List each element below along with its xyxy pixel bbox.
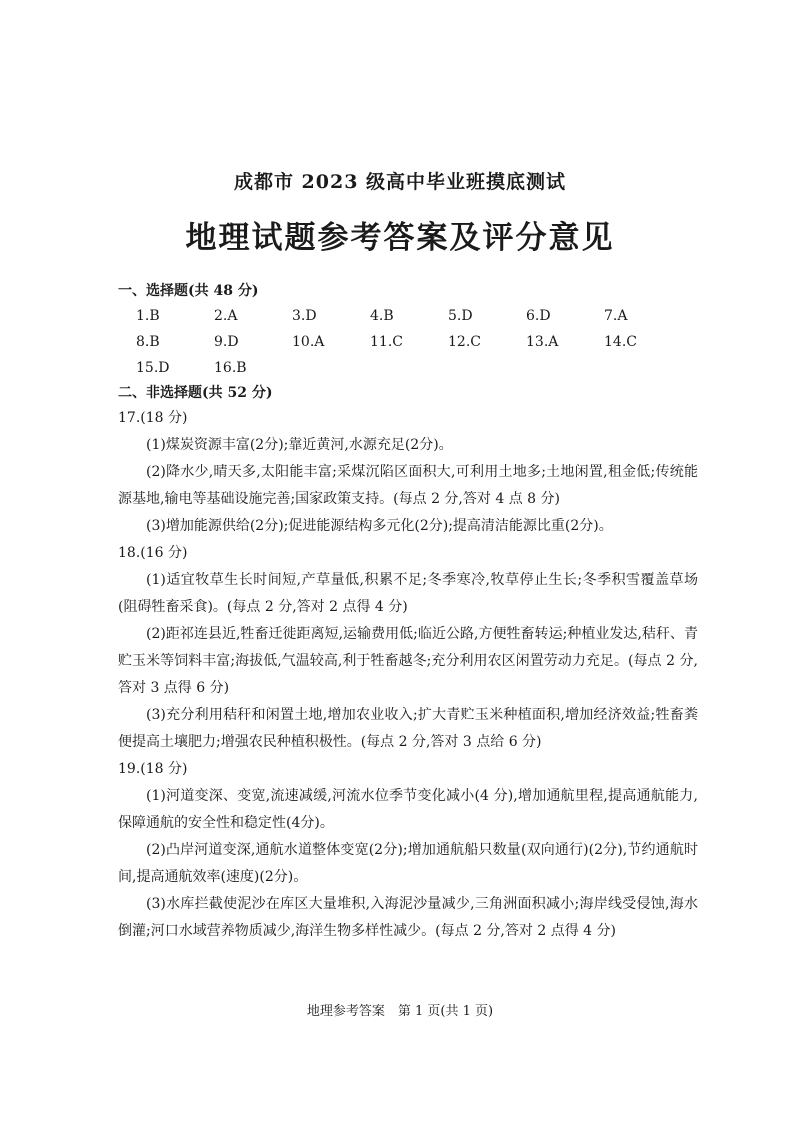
- question-number: 17.(18 分): [118, 410, 188, 426]
- answer-paragraph: (2)距祁连县近,牲畜迁徙距离短,运输费用低;临近公路,方便牲畜转运;种植业发达,秸秆、青贮玉米等饲料丰富;海拔低,气温较高,利于牲畜越冬;充分利用农区闲置劳动力充足。(每点 2 分,答对 3 点得 6 分): [118, 626, 698, 696]
- choice-answer: 11.C: [370, 334, 403, 350]
- choice-answer: 12.C: [448, 334, 481, 350]
- answer-paragraph: (1)适宜牧草生长时间短,产草量低,积累不足;冬季寒冷,牧草停止生长;冬季积雪覆盖草场(阻碍牲畜采食)。(每点 2 分,答对 2 点得 4 分): [118, 572, 698, 615]
- choice-answer: 1.B: [136, 308, 160, 324]
- choice-answer: 4.B: [370, 308, 394, 324]
- choice-answer: 13.A: [526, 334, 559, 350]
- choice-answer-row: [118, 303, 698, 329]
- page-title: 地理试题参考答案及评分意见: [185, 220, 615, 256]
- question-block: [118, 540, 698, 756]
- answer-paragraph: (3)水库拦截使泥沙在库区大量堆积,入海泥沙量减少,三角洲面积减小;海岸线受侵蚀,海水倒灌;河口水域营养物质减少,海洋生物多样性减少。(每点 2 分,答对 2 点得 4 分): [118, 896, 698, 939]
- answer-paragraph: (2)凸岸河道变深,通航水道整体变宽(2分);增加通航船只数量(双向通行)(2分),节约通航时间,提高通航效率(速度)(2分)。: [118, 842, 698, 885]
- choice-answer: 9.D: [214, 334, 239, 350]
- page-footer: 地理参考答案 第 1 页(共 1 页): [306, 1004, 494, 1019]
- question-block: [118, 405, 698, 540]
- choice-answer-grid: [118, 303, 698, 381]
- choice-answer: 3.D: [292, 308, 317, 324]
- section-heading-nonchoice: 二、非选择题(共 52 分): [118, 385, 273, 401]
- choice-answer: 16.B: [214, 360, 247, 376]
- choice-answer: 15.D: [136, 360, 170, 376]
- choice-answer: 2.A: [214, 308, 238, 324]
- answer-paragraph: (3)增加能源供给(2分);促进能源结构多元化(2分);提高清洁能源比重(2分)。: [146, 518, 613, 534]
- exam-subtitle: 成都市 2023 级高中毕业班摸底测试: [233, 171, 567, 193]
- choice-answer: 10.A: [292, 334, 325, 350]
- nonchoice-answers: [118, 405, 698, 945]
- choice-answer: 6.D: [526, 308, 551, 324]
- answer-paragraph: (1)河道变深、变宽,流速减缓,河流水位季节变化减小(4 分),增加通航里程,提高通航能力,保障通航的安全性和稳定性(4分)。: [118, 788, 698, 831]
- choice-answer: 7.A: [604, 308, 628, 324]
- question-number: 19.(18 分): [118, 761, 188, 777]
- question-block: [118, 756, 698, 945]
- answer-paragraph: (3)充分利用秸秆和闲置土地,增加农业收入;扩大青贮玉米种植面积,增加经济效益;牲畜粪便提高土壤肥力;增强农民种植积极性。(每点 2 分,答对 3 点给 6 分): [118, 707, 698, 750]
- choice-answer-row: [118, 329, 698, 355]
- choice-answer: 8.B: [136, 334, 160, 350]
- answer-paragraph: (1)煤炭资源丰富(2分);靠近黄河,水源充足(2分)。: [146, 437, 453, 453]
- choice-answer: 14.C: [604, 334, 637, 350]
- answer-paragraph: (2)降水少,晴天多,太阳能丰富;采煤沉陷区面积大,可利用土地多;土地闲置,租金低;传统能源基地,输电等基础设施完善;国家政策支持。(每点 2 分,答对 4 点 8 分): [118, 464, 698, 507]
- choice-answer: 5.D: [448, 308, 473, 324]
- answer-content: [118, 279, 698, 945]
- choice-answer-row: [118, 355, 698, 381]
- question-number: 18.(16 分): [118, 545, 188, 561]
- section-heading-choice: 一、选择题(共 48 分): [118, 283, 259, 299]
